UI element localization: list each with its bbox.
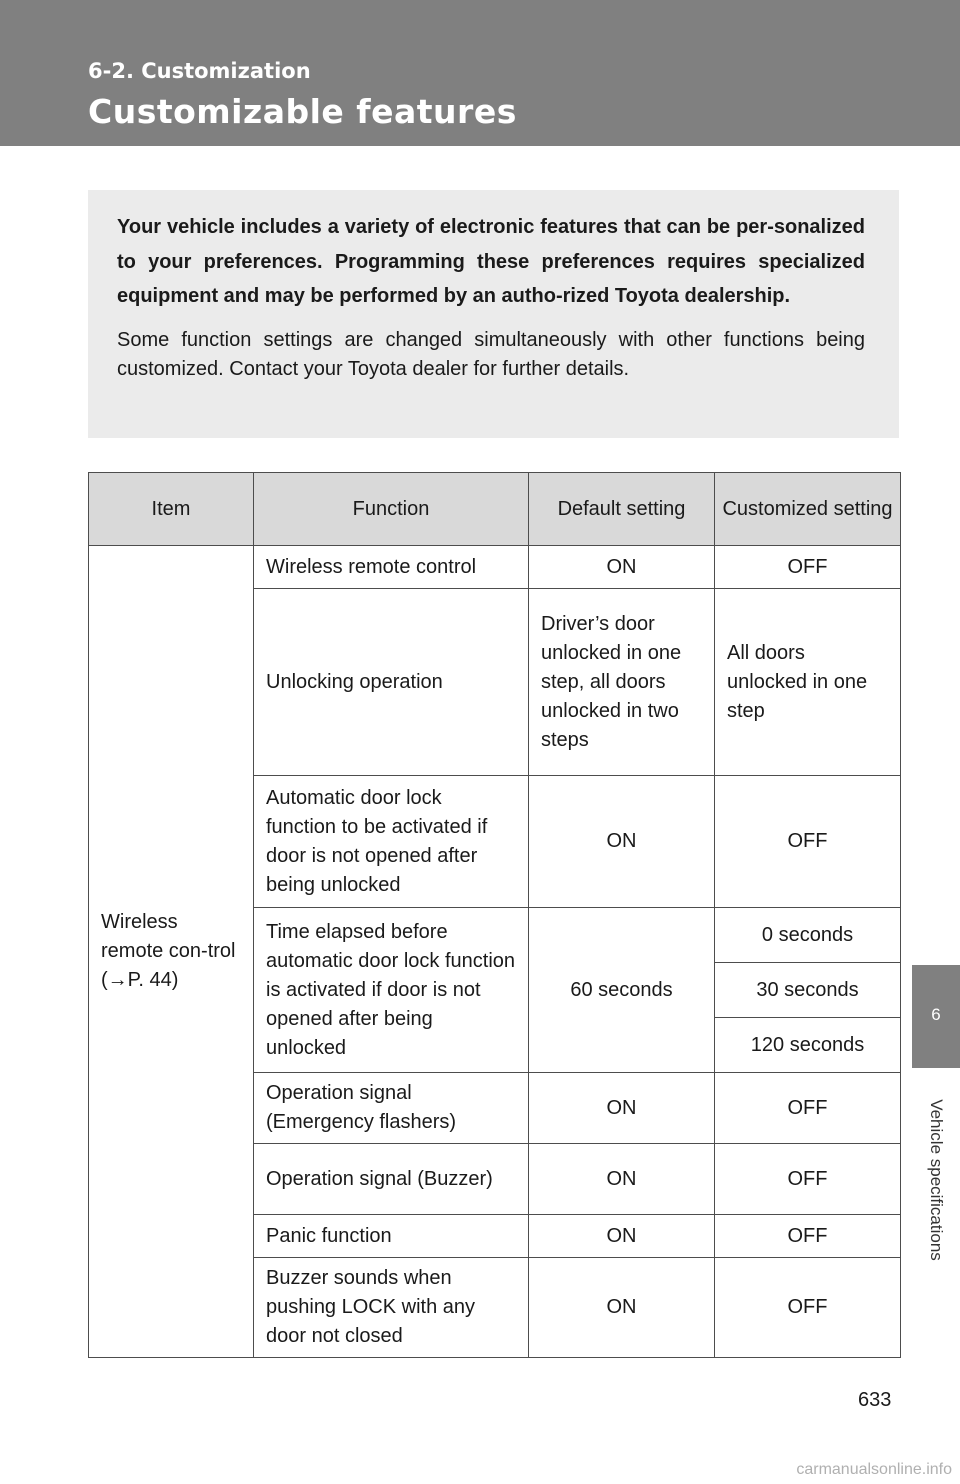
- function-cell: Operation signal (Buzzer): [254, 1144, 529, 1215]
- function-cell: Wireless remote control: [254, 546, 529, 589]
- custom-cell: OFF: [715, 1144, 901, 1215]
- function-cell: Panic function: [254, 1215, 529, 1258]
- header-customized-setting: Customized setting: [715, 473, 901, 546]
- custom-option-cell: 0 seconds: [715, 908, 901, 963]
- header-default-setting: Default setting: [529, 473, 715, 546]
- default-cell: ON: [529, 1144, 715, 1215]
- default-cell: Driver’s door unlocked in one step, all doors unlocked in two steps: [529, 589, 715, 776]
- table-header-row: [89, 473, 901, 546]
- header-item: Item: [89, 473, 254, 546]
- custom-option-cell: 30 seconds: [715, 963, 901, 1018]
- default-cell: ON: [529, 1215, 715, 1258]
- function-cell: Automatic door lock function to be activated if door is not opened after being unlocked: [254, 776, 529, 908]
- function-cell: Buzzer sounds when pushing LOCK with any door not closed: [254, 1258, 529, 1358]
- page-number: 633: [858, 1389, 892, 1411]
- chapter-header: [0, 0, 960, 146]
- custom-cell: OFF: [715, 1215, 901, 1258]
- watermark-text: carmanualsonline.info: [796, 1461, 952, 1478]
- default-cell: ON: [529, 1073, 715, 1144]
- function-cell: Time elapsed before automatic door lock function is activated if door is not opened after being unlocked: [254, 908, 529, 1073]
- chapter-tab-number: 6: [931, 1005, 941, 1024]
- custom-option-cell: 120 seconds: [715, 1018, 901, 1073]
- default-cell: ON: [529, 546, 715, 589]
- default-cell: ON: [529, 776, 715, 908]
- default-cell: ON: [529, 1258, 715, 1358]
- intro-box: [88, 190, 899, 438]
- page-title: Customizable features: [88, 92, 517, 131]
- default-cell: 60 seconds: [529, 908, 715, 1073]
- custom-cell: OFF: [715, 1258, 901, 1358]
- header-function: Function: [254, 473, 529, 546]
- function-cell: Operation signal (Emergency flashers): [254, 1073, 529, 1144]
- function-cell: Unlocking operation: [254, 589, 529, 776]
- intro-note-text: Some function settings are changed simultaneously with other functions being customized. Contact your Toyota dealer for further details.: [117, 328, 865, 380]
- chapter-side-label: [904, 1070, 960, 1290]
- section-label: 6-2. Customization: [88, 59, 311, 83]
- chapter-tab[interactable]: [912, 965, 960, 1068]
- intro-bold-text: Your vehicle includes a variety of electronic features that can be per-sonalized to your preferences. Programming these preferences requires specialized equipment and may be performed by an autho-rized Toyota dealership.: [117, 216, 865, 307]
- table-row: [89, 546, 901, 589]
- item-cell: Wireless remote con-trol (→P. 44): [89, 546, 254, 1358]
- custom-cell: OFF: [715, 776, 901, 908]
- chapter-side-label-text: Vehicle specifications: [927, 1099, 946, 1261]
- custom-cell: OFF: [715, 546, 901, 589]
- custom-cell: All doors unlocked in one step: [715, 589, 901, 776]
- custom-cell: OFF: [715, 1073, 901, 1144]
- customization-table: [88, 472, 901, 1358]
